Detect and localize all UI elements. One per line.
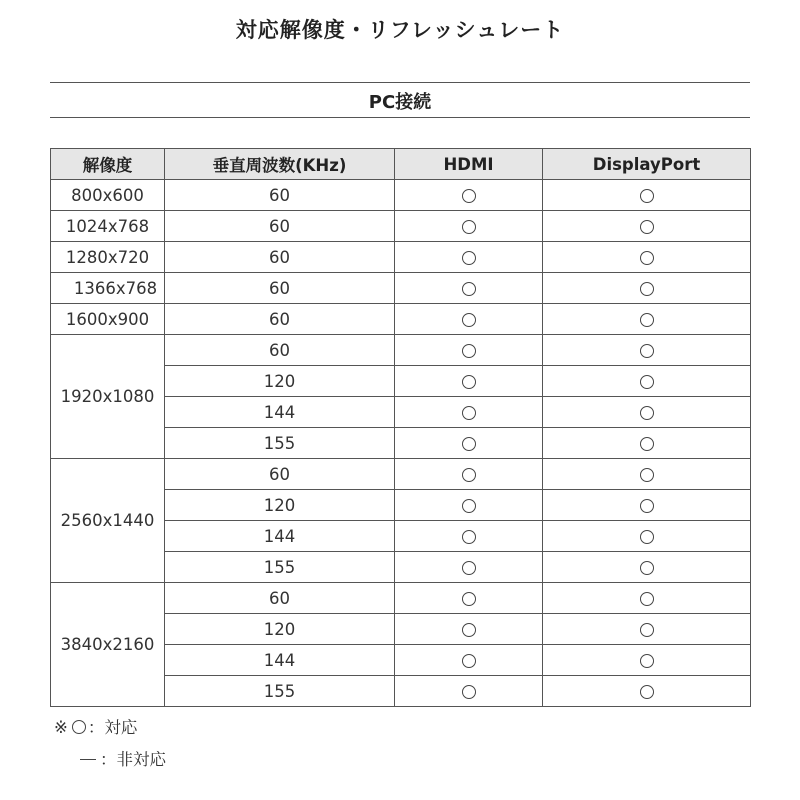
displayport-cell xyxy=(543,211,751,242)
frequency-cell: 60 xyxy=(165,335,395,366)
circle-icon xyxy=(462,344,476,358)
displayport-cell xyxy=(543,304,751,335)
resolution-cell: 800x600 xyxy=(51,180,165,211)
circle-icon xyxy=(640,530,654,544)
legend-supported xyxy=(54,714,137,738)
frequency-cell: 60 xyxy=(165,180,395,211)
displayport-cell xyxy=(543,521,751,552)
table-row xyxy=(51,583,751,614)
resolution-group-cell: 3840x2160 xyxy=(51,583,165,707)
circle-icon xyxy=(462,499,476,513)
frequency-cell: 60 xyxy=(165,273,395,304)
legend-unsupported xyxy=(54,746,166,770)
hdmi-cell xyxy=(395,583,543,614)
displayport-cell xyxy=(543,273,751,304)
displayport-cell xyxy=(543,397,751,428)
displayport-cell xyxy=(543,366,751,397)
displayport-cell xyxy=(543,676,751,707)
hdmi-cell xyxy=(395,335,543,366)
frequency-cell: 144 xyxy=(165,645,395,676)
frequency-cell: 60 xyxy=(165,242,395,273)
table-row xyxy=(51,304,751,335)
frequency-cell: 60 xyxy=(165,459,395,490)
hdmi-cell xyxy=(395,552,543,583)
circle-icon xyxy=(640,282,654,296)
displayport-cell xyxy=(543,614,751,645)
table-row xyxy=(51,211,751,242)
circle-icon xyxy=(640,623,654,637)
hdmi-cell xyxy=(395,211,543,242)
circle-icon xyxy=(640,592,654,606)
circle-icon xyxy=(640,406,654,420)
displayport-cell xyxy=(543,242,751,273)
table-header-row xyxy=(51,149,751,180)
displayport-cell xyxy=(543,180,751,211)
section-title: PC接続 xyxy=(368,92,432,113)
hdmi-cell xyxy=(395,459,543,490)
circle-icon xyxy=(640,344,654,358)
frequency-cell: 155 xyxy=(165,428,395,459)
resolution-cell: 1600x900 xyxy=(51,304,165,335)
displayport-cell xyxy=(543,645,751,676)
table-row xyxy=(51,242,751,273)
circle-icon xyxy=(462,623,476,637)
circle-icon xyxy=(640,685,654,699)
circle-icon xyxy=(462,251,476,265)
circle-icon xyxy=(462,530,476,544)
table-row xyxy=(51,335,751,366)
frequency-cell: 120 xyxy=(165,366,395,397)
circle-icon xyxy=(462,654,476,668)
hdmi-cell xyxy=(395,273,543,304)
circle-icon xyxy=(462,220,476,234)
hdmi-cell xyxy=(395,397,543,428)
displayport-cell xyxy=(543,335,751,366)
frequency-cell: 60 xyxy=(165,304,395,335)
frequency-cell: 144 xyxy=(165,397,395,428)
hdmi-cell xyxy=(395,242,543,273)
circle-icon xyxy=(462,282,476,296)
circle-icon xyxy=(462,375,476,389)
circle-icon xyxy=(640,654,654,668)
displayport-cell xyxy=(543,583,751,614)
header-resolution: 解像度 xyxy=(51,149,165,180)
circle-icon xyxy=(640,313,654,327)
legend-unsupported-label: ：非対応 xyxy=(100,750,166,769)
circle-icon xyxy=(640,561,654,575)
frequency-cell: 120 xyxy=(165,614,395,645)
hdmi-cell xyxy=(395,521,543,552)
circle-icon xyxy=(640,189,654,203)
resolution-group-cell: 2560x1440 xyxy=(51,459,165,583)
circle-icon xyxy=(462,437,476,451)
hdmi-cell xyxy=(395,676,543,707)
resolution-table xyxy=(50,148,751,707)
circle-icon xyxy=(640,251,654,265)
table-row xyxy=(51,273,751,304)
resolution-cell: 1280x720 xyxy=(51,242,165,273)
hdmi-cell xyxy=(395,428,543,459)
displayport-cell xyxy=(543,459,751,490)
hdmi-cell xyxy=(395,366,543,397)
frequency-cell: 155 xyxy=(165,552,395,583)
table-row xyxy=(51,459,751,490)
frequency-cell: 60 xyxy=(165,211,395,242)
displayport-cell xyxy=(543,490,751,521)
circle-icon xyxy=(462,685,476,699)
circle-icon xyxy=(640,220,654,234)
circle-icon xyxy=(640,468,654,482)
displayport-cell xyxy=(543,552,751,583)
resolution-cell: 1366x768 xyxy=(51,273,165,304)
frequency-cell: 120 xyxy=(165,490,395,521)
circle-icon xyxy=(640,375,654,389)
circle-icon xyxy=(72,720,86,734)
resolution-cell: 1024x768 xyxy=(51,211,165,242)
table-row xyxy=(51,180,751,211)
circle-icon xyxy=(462,592,476,606)
hdmi-cell xyxy=(395,614,543,645)
frequency-cell: 144 xyxy=(165,521,395,552)
circle-icon xyxy=(462,313,476,327)
circle-icon xyxy=(462,468,476,482)
circle-icon xyxy=(640,499,654,513)
circle-icon xyxy=(462,406,476,420)
circle-icon xyxy=(640,437,654,451)
resolution-group-cell: 1920x1080 xyxy=(51,335,165,459)
circle-icon xyxy=(462,189,476,203)
frequency-cell: 155 xyxy=(165,676,395,707)
note-mark: ※ xyxy=(54,718,68,737)
legend-supported-label: ：対応 xyxy=(87,718,138,737)
section-top-rule xyxy=(50,82,750,83)
header-displayport: DisplayPort xyxy=(543,149,751,180)
circle-icon xyxy=(462,561,476,575)
hdmi-cell xyxy=(395,645,543,676)
page-title: 対応解像度・リフレッシュレート xyxy=(235,18,565,42)
frequency-cell: 60 xyxy=(165,583,395,614)
header-frequency: 垂直周波数(KHz) xyxy=(165,149,395,180)
hdmi-cell xyxy=(395,180,543,211)
header-hdmi: HDMI xyxy=(395,149,543,180)
hdmi-cell xyxy=(395,490,543,521)
section-bottom-rule xyxy=(50,117,750,118)
displayport-cell xyxy=(543,428,751,459)
hdmi-cell xyxy=(395,304,543,335)
dash-icon xyxy=(80,759,96,760)
